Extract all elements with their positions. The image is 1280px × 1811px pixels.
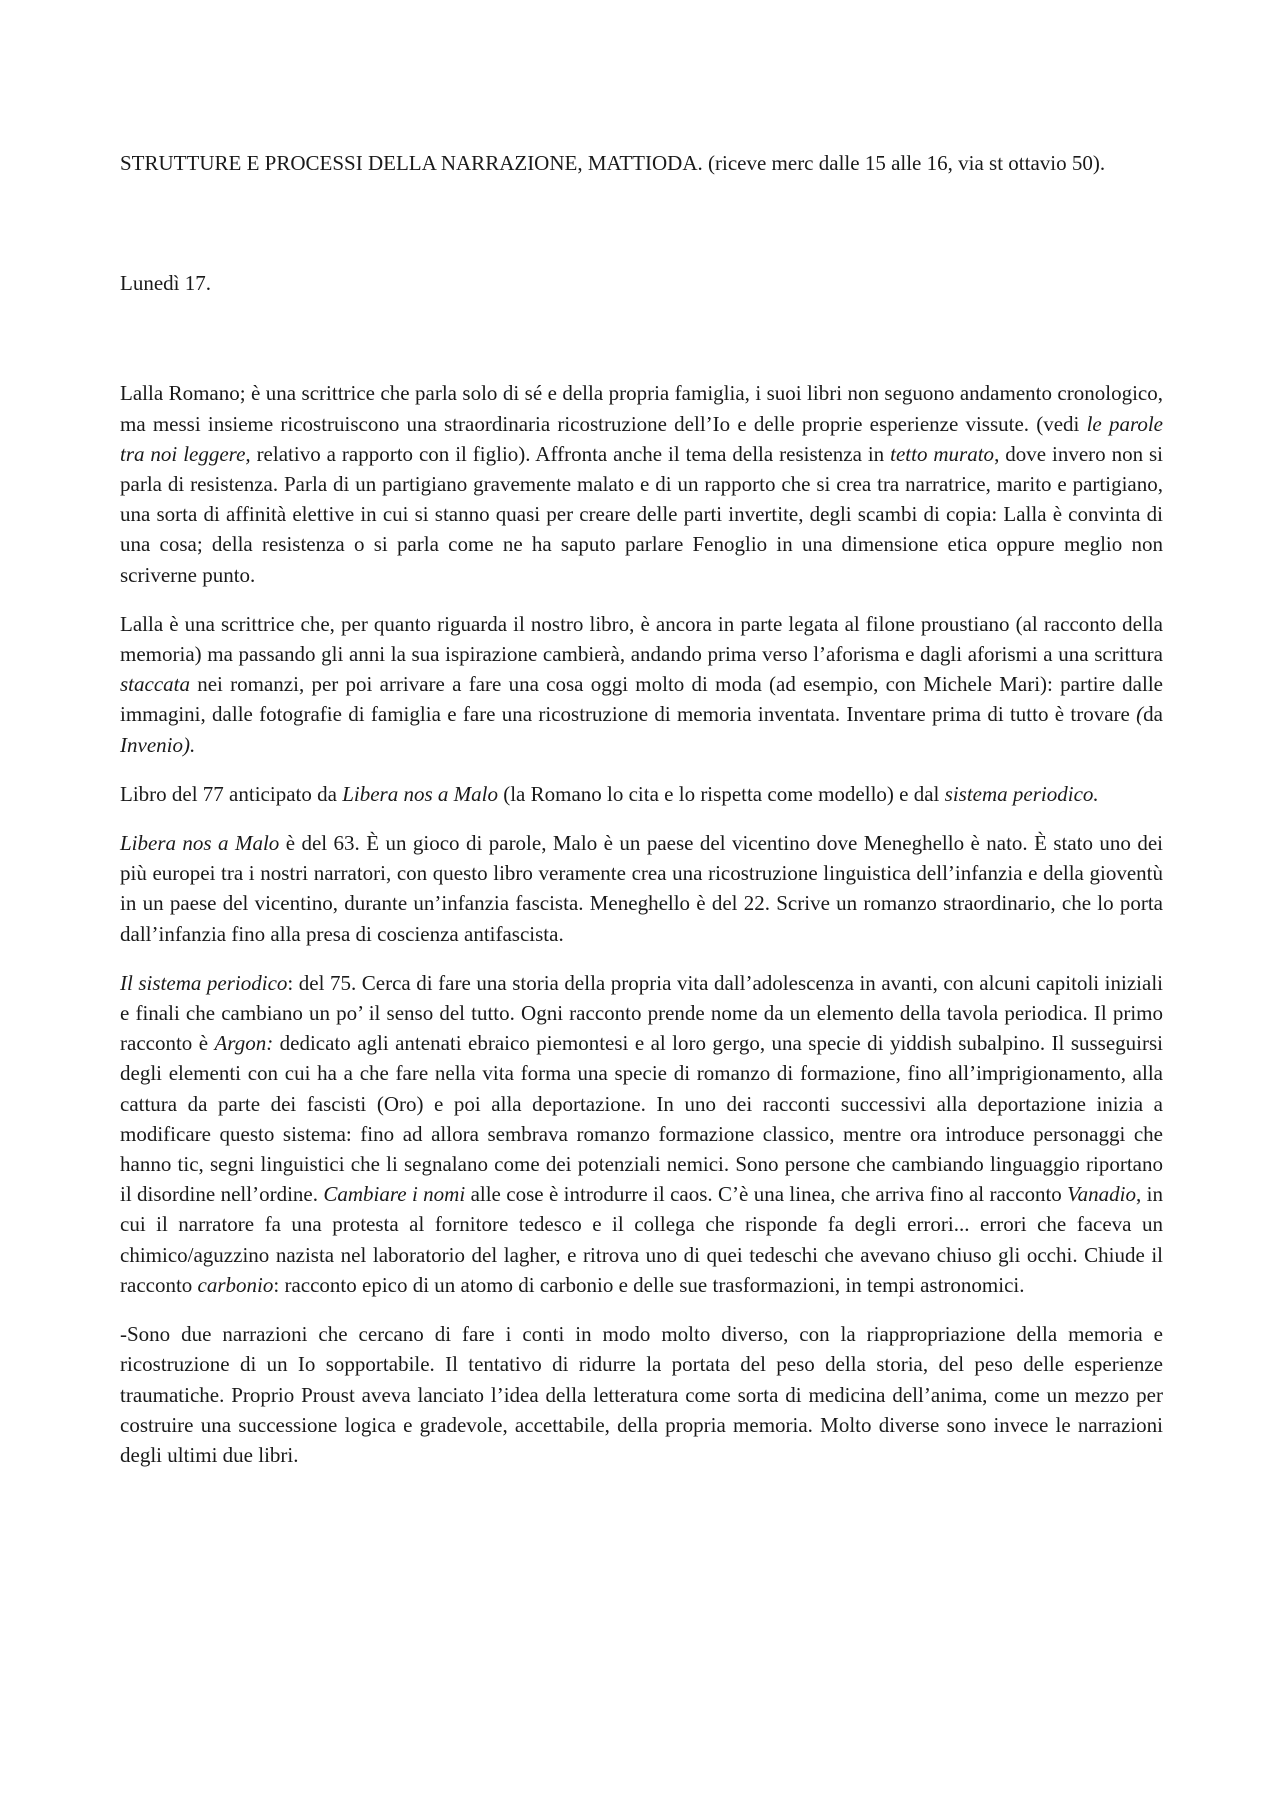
text-run: , in cui il narratore fa una protesta al fornitore tedesco e il collega che risponde fa degli errori... errori che faceva un chimico/aguzzino nazista nel laboratorio del lagher, e ritrova uno di quei tedeschi che avevano chiuso gli occhi. Chiude il racconto — [120, 1182, 1163, 1297]
text-run: : del 75. Cerca di fare una storia della propria vita dall’adolescenza in avanti, con alcuni capitoli iniziali e finali che cambiano un po’ il senso del tutto. Ogni racconto prende nome da un elemento della tavola periodica. Il primo racconto è — [120, 970, 1163, 1056]
emphasis-staccata: staccata — [120, 672, 190, 697]
text-run: : racconto epico di un atomo di carbonio e delle sue trasformazioni, in tempi astronomici. — [273, 1272, 1025, 1297]
story-title-vanadio: Vanadio — [1067, 1182, 1137, 1207]
document-header: STRUTTURE E PROCESSI DELLA NARRAZIONE, MATTIODA. (riceve merc dalle 15 alle 16, via st ottavio 50). — [120, 151, 1106, 175]
paragraph-libro-77 — [120, 779, 1163, 809]
book-title-sistema-periodico: sistema periodico. — [944, 781, 1099, 806]
paragraph-lalla-romano — [120, 378, 1163, 589]
text-run: nei romanzi, per poi arrivare a fare una cosa oggi molto di moda (ad esempio, con Michele Mari): partire dalle immagini, dalle fotografie di famiglia e fare una ricostruzione di memoria inventata. Inventare prima di tutto è trovare — [120, 672, 1163, 727]
text-run: Libro del 77 anticipato da — [120, 781, 343, 806]
text-run: , dove invero non si parla di resistenza. Parla di un partigiano gravemente malato e di un rapporto che si crea tra narratrice, marito e partigiano, una sorta di affinità elettive in cui si stanno quasi per creare delle parti invertite, degli scambi di copia: Lalla è convinta di una cosa; della resistenza o si parla come ne ha saputo parlare Fenoglio in una dimensione etica oppure meglio non scriverne punto. — [120, 441, 1164, 587]
text-run: (la Romano lo cita e lo rispetta come modello) e dal — [497, 781, 945, 806]
text-run: relativo a rapporto con il figlio). Affronta anche il tema della resistenza in — [250, 441, 891, 466]
story-title-argon: Argon: — [214, 1031, 274, 1056]
paragraph-conclusion: -Sono due narrazioni che cercano di fare i conti in modo molto diverso, con la riappropriazione della memoria e ricostruzione di un Io sopportabile. Il tentativo di ridurre la portata del peso della storia, del peso delle esperienze traumatiche. Proprio Proust aveva lanciato l’idea della letteratura come sorta di medicina dell’anima, come un mezzo per costruire una successione logica e gradevole, accettabile, della propria memoria. Molto diverse sono invece le narrazioni degli ultimi due libri. — [120, 1322, 1163, 1467]
text-run: Lalla è una scrittrice che, per quanto riguarda il nostro libro, è ancora in parte legata al filone proustiano (al racconto della memoria) ma passando gli anni la sua ispirazione cambierà, andando prima verso l’aforisma e dagli aforismi a una scrittura — [120, 611, 1163, 667]
emphasis-cambiare-i-nomi: Cambiare i nomi — [323, 1182, 466, 1207]
paragraph-libera-nos-a-malo — [120, 828, 1163, 949]
book-title-le-parole-tra-noi-leggere: le parole tra noi leggere, — [120, 411, 1163, 466]
book-title-libera-nos-a-malo: Libera nos a Malo — [342, 781, 498, 806]
emphasis-invenio: Invenio). — [120, 732, 196, 757]
book-title-il-sistema-periodico: Il sistema periodico — [120, 970, 288, 995]
text-run: alle cose è introdurre il caos. C’è una linea, che arriva fino al racconto — [465, 1182, 1068, 1207]
book-title-tetto-murato: tetto murato — [890, 441, 995, 466]
book-title-libera-nos-a-malo: Libera nos a Malo — [120, 831, 280, 856]
text-run: dedicato agli antenati ebraico piemontesi e al loro gergo, una specie di yiddish subalpino. Il susseguirsi degli elementi con cui ha a che fare nella vita forma una specie di romanzo di formazione, fino all’imprigionamento, alla cattura da parte dei fascisti (Oro) e poi alla deportazione. In uno dei racconti successivi alla deportazione inizia a modificare questo sistema: fino ad allora sembrava romanzo formazione classico, mentre ora introduce personaggi che hanno tic, segni linguistici che li segnalano come dei potenziali nemici. Sono persone che cambiando linguaggio riportano il disordine nell’ordine. — [120, 1031, 1163, 1207]
emphasis-paren: ( — [1136, 702, 1144, 727]
story-title-carbonio: carbonio — [197, 1272, 274, 1297]
lesson-date: Lunedì 17. — [120, 271, 211, 296]
paragraph-proust-memory — [120, 609, 1163, 760]
document-page — [120, 148, 1163, 1470]
paragraph-sistema-periodico — [120, 968, 1163, 1300]
text-run: è del 63. È un gioco di parole, Malo è un paese del vicentino dove Meneghello è nato. È stato uno dei più europei tra i nostri narratori, con questo libro veramente crea una ricostruzione linguistica dell’infanzia e della gioventù in un paese del vicentino, durante un’infanzia fascista. Meneghello è del 22. Scrive un romanzo straordinario, che lo porta dall’infanzia fino alla presa di coscienza antifascista. — [120, 831, 1164, 946]
text-run: Lalla Romano; è una scrittrice che parla solo di sé e della propria famiglia, i suoi libri non seguono andamento cronologico, ma messi insieme ricostruiscono una straordinaria ricostruzione dell’Io e delle proprie esperienze vissute. (vedi — [120, 381, 1163, 436]
text-run: da — [1143, 702, 1163, 727]
